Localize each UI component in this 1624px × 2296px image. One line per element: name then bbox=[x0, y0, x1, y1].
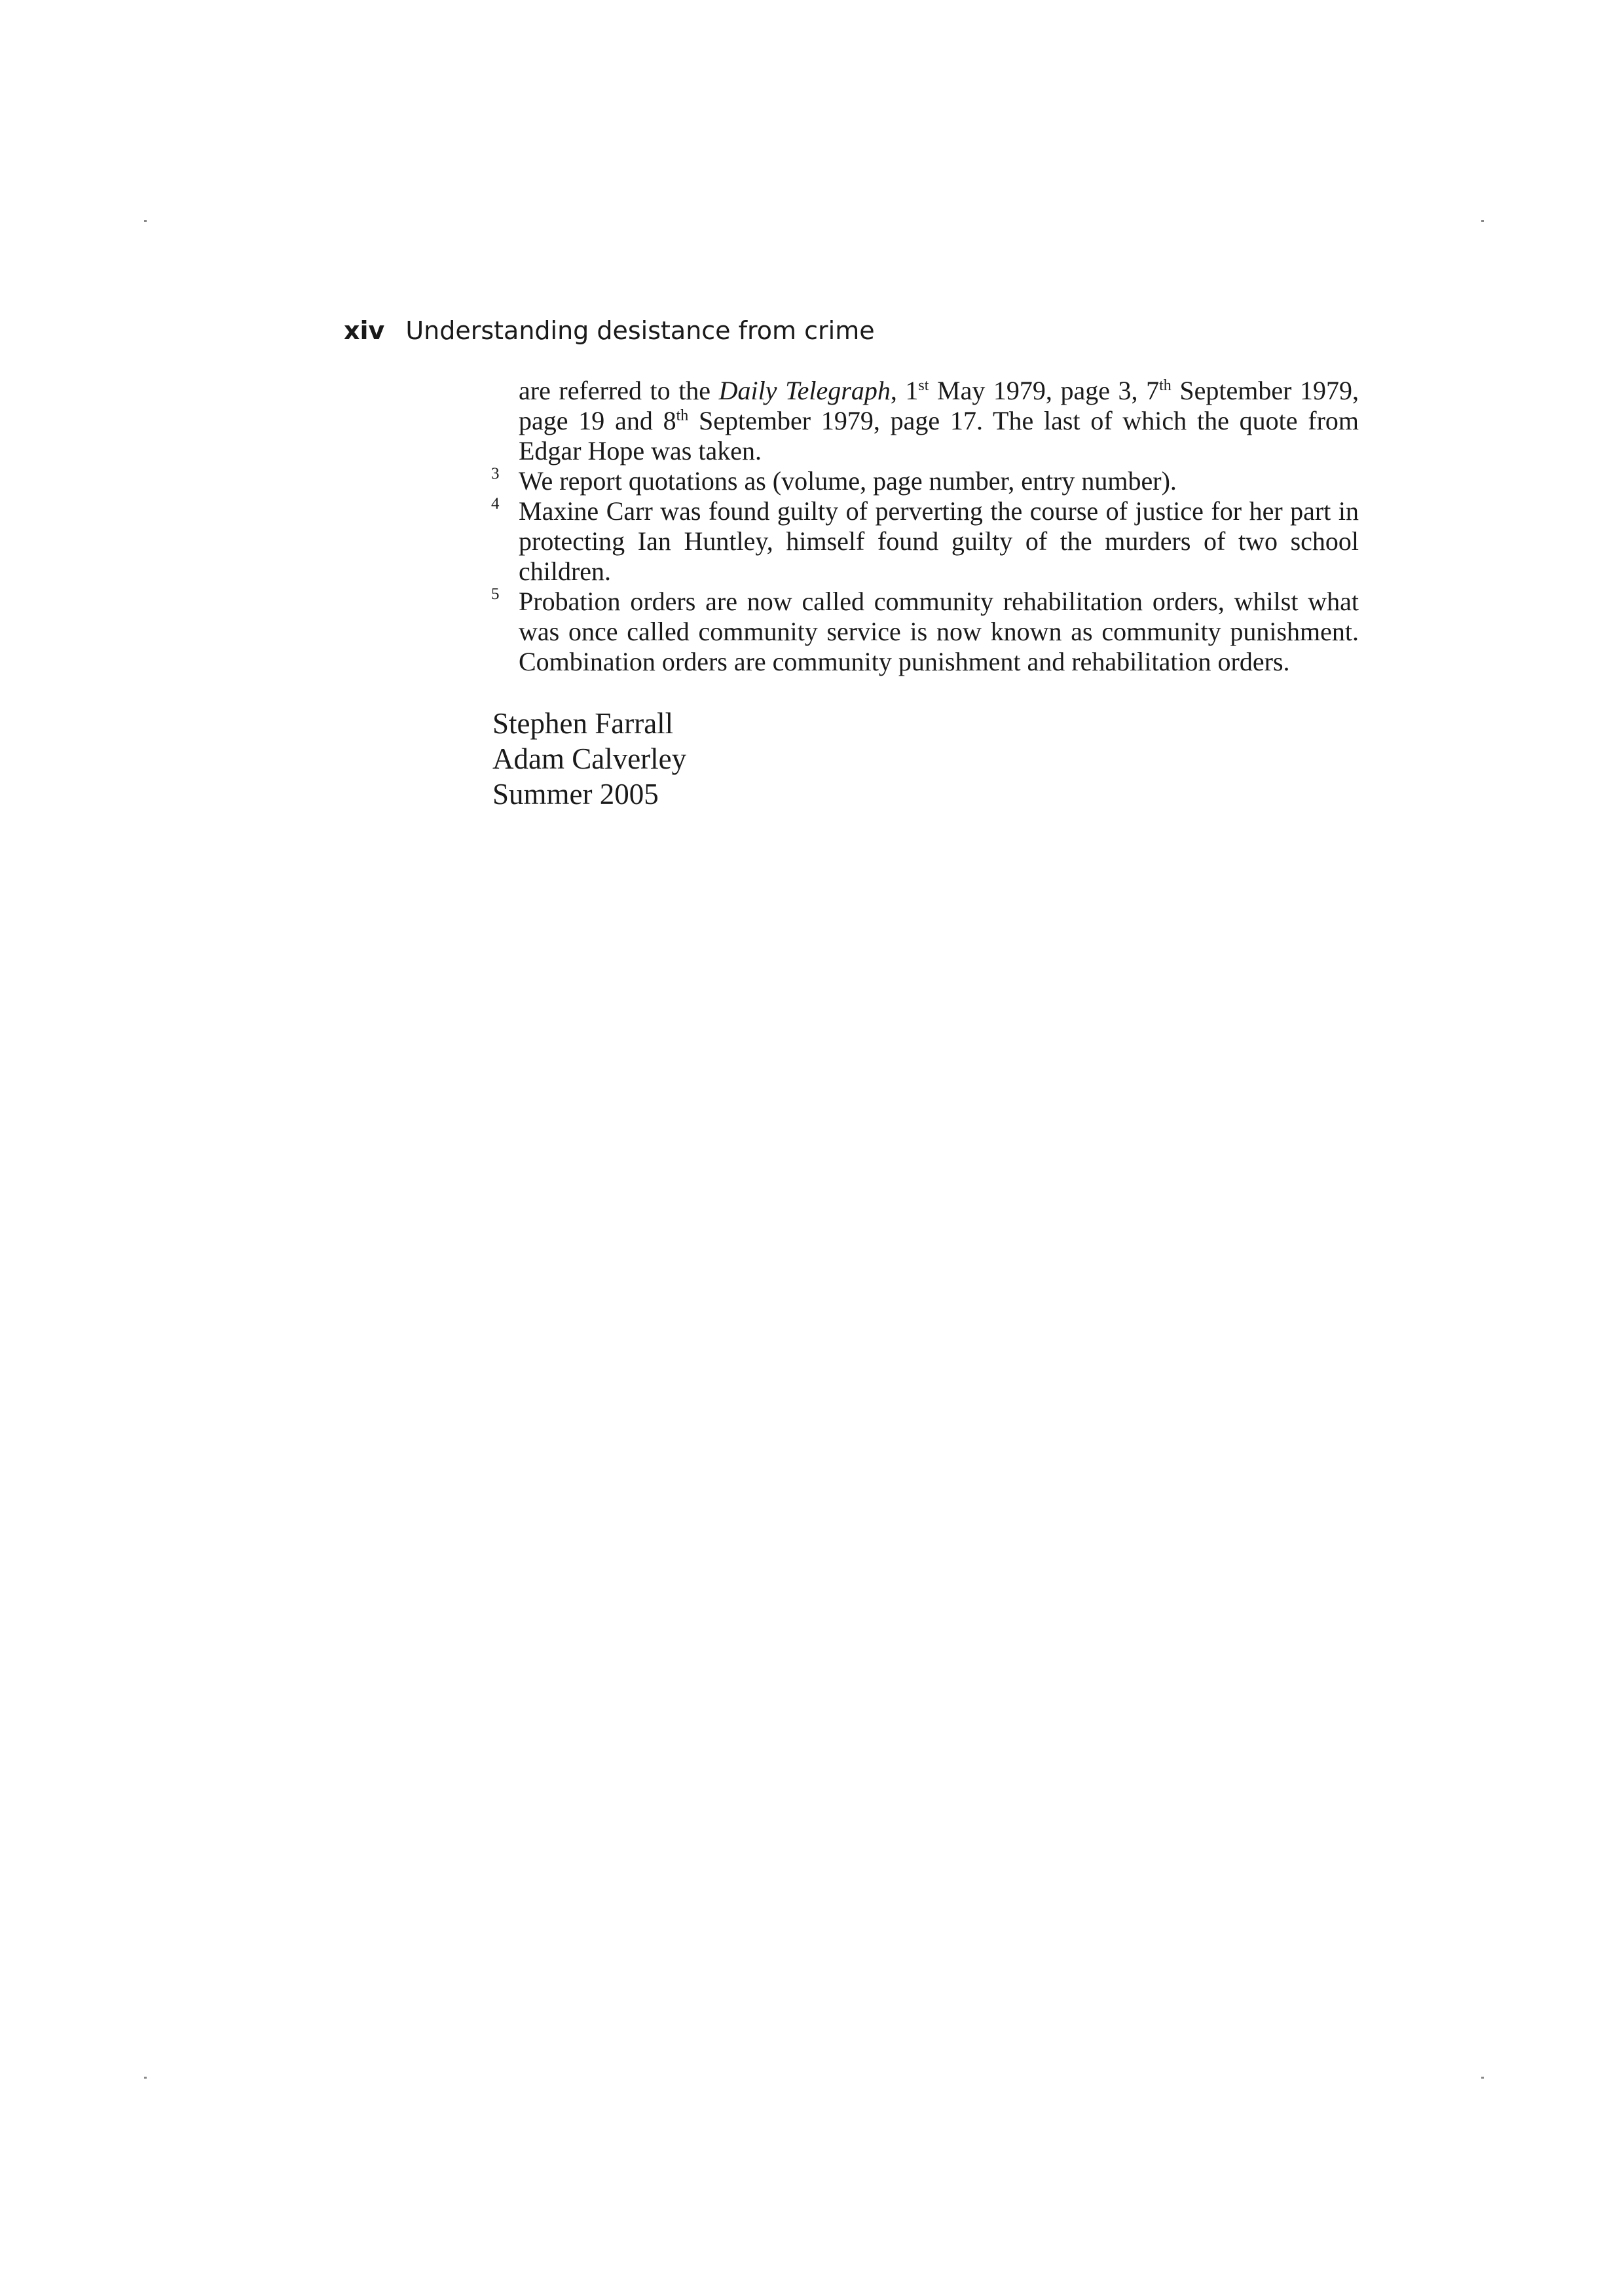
note-text: Probation orders are now called community rehabilitation orders, whilst what was once called community service is now known as community punishment. Combination orders are community punishment and rehabilitation orders. bbox=[519, 587, 1359, 676]
note-number: 5 bbox=[491, 585, 500, 603]
note-continuation: are referred to the Daily Telegraph, 1st May 1979, page 3, 7th September 1979, page 19 and 8th September 1979, page 17. The last of which the quote from Edgar Hope was taken. bbox=[519, 376, 1359, 465]
running-head bbox=[344, 313, 875, 348]
endnotes bbox=[491, 376, 1359, 677]
signature-date: Summer 2005 bbox=[492, 778, 659, 811]
page-number: xiv bbox=[344, 316, 385, 345]
book-title: Understanding desistance from crime bbox=[405, 316, 875, 345]
crop-mark-top-right bbox=[1481, 220, 1484, 222]
signature-block bbox=[492, 706, 686, 812]
note-4 bbox=[491, 496, 1359, 587]
note-number: 3 bbox=[491, 465, 500, 483]
crop-mark-top-left bbox=[144, 220, 147, 222]
publication-name: Daily Telegraph bbox=[718, 376, 891, 405]
note-number: 4 bbox=[491, 495, 500, 513]
crop-mark-bottom-left bbox=[144, 2077, 147, 2079]
note-text: We report quotations as (volume, page number, entry number). bbox=[519, 466, 1177, 496]
crop-mark-bottom-right bbox=[1481, 2077, 1484, 2079]
note-3 bbox=[491, 466, 1359, 496]
note-5 bbox=[491, 587, 1359, 677]
note-text: Maxine Carr was found guilty of perverting the course of justice for her part in protecting Ian Huntley, himself found guilty of the murders of two school children. bbox=[519, 496, 1359, 586]
author-name: Adam Calverley bbox=[492, 742, 687, 775]
author-name: Stephen Farrall bbox=[492, 707, 674, 740]
